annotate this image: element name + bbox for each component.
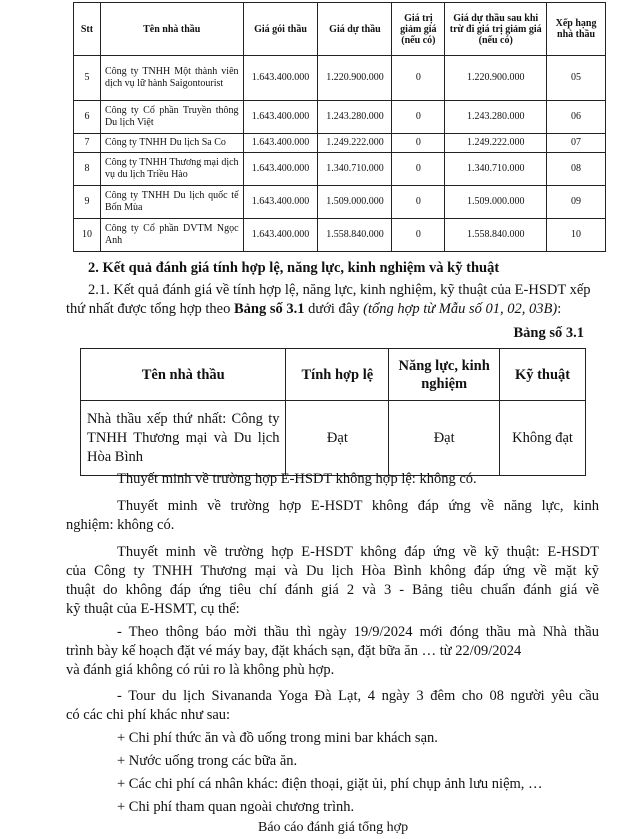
paragraph-2-1-text-c: : [557,301,562,317]
cell-validity: Đạt [286,401,389,476]
paragraph-2-1-line1 [88,281,598,300]
table-row [74,56,606,101]
bullet-item: + Chi phí tham quan ngoài chương trình. [117,799,355,815]
cell-bid-price: 1.243.280.000 [318,101,392,134]
col-header-validity: Tính hợp lệ [286,349,389,401]
table-header-row [81,349,586,401]
cell-bid-price: 1.340.710.000 [318,153,392,186]
cell-rank: 07 [547,134,606,153]
cell-name: Công ty TNHH Du lịch quốc tế Bốn Mùa [100,186,243,219]
bullet-item: + Các chi phí cá nhân khác: điện thoại, giặt ủi, phí chụp ảnh lưu niệm, … [117,776,543,792]
cell-price-after-discount: 1.220.900.000 [445,56,547,101]
cell-stt: 9 [74,186,101,219]
cell-rank: 09 [547,186,606,219]
col-header-name: Tên nhà thầu [100,3,243,56]
cell-package-price: 1.643.400.000 [243,101,318,134]
col-header-stt: Stt [74,3,101,56]
table-row [74,134,606,153]
cell-discount: 0 [392,186,445,219]
cell-bid-price: 1.249.222.000 [318,134,392,153]
table-row [74,219,606,252]
table-row [74,186,606,219]
cell-bid-price: 1.220.900.000 [318,56,392,101]
point-2-line1: - Tour du lịch Sivananda Yoga Đà Lạt, 4 ngày 3 đêm cho 08 người yêu cầu [117,688,599,704]
explanation-capability-line2: nghiệm: không có. [66,517,175,533]
col-header-package-price: Giá gói thầu [243,3,318,56]
explanation-invalid: Thuyết minh về trường hợp E-HSDT không hợp lệ: không có. [117,471,477,487]
cell-rank: 08 [547,153,606,186]
paragraph-2-1-text-b: dưới đây [304,301,364,317]
point-1-line1: - Theo thông báo mời thầu thì ngày 19/9/2024 mới đóng thầu mà Nhà thầu [117,624,599,640]
cell-discount: 0 [392,134,445,153]
page-footer: Báo cáo đánh giá tổng hợp [258,820,409,835]
cell-package-price: 1.643.400.000 [243,219,318,252]
cell-name: Công ty TNHH Thương mại dịch vụ du lịch Triều Hào [100,153,243,186]
point-1-line3: và đánh giá không có rủi ro là không phù hợp. [66,662,335,678]
cell-discount: 0 [392,101,445,134]
cell-stt: 5 [74,56,101,101]
source-note: (tổng hợp từ Mẫu số 01, 02, 03B) [363,301,558,317]
col-header-price-after-discount: Giá dự thầu sau khi trừ đi giá trị giảm giá (nếu có) [445,3,547,56]
cell-discount: 0 [392,219,445,252]
bullet-item: + Chi phí thức ăn và đồ uống trong mini bar khách sạn. [117,730,438,746]
cell-price-after-discount: 1.249.222.000 [445,134,547,153]
explanation-technical-line3: thuật do không đáp ứng tiêu chí đánh giá 2 và 3 - Bảng tiêu chuẩn đánh giá về [66,582,599,598]
col-header-name: Tên nhà thầu [81,349,286,401]
cell-rank: 05 [547,56,606,101]
section-heading: 2. Kết quả đánh giá tính hợp lệ, năng lực, kinh nghiệm và kỹ thuật [88,260,500,276]
cell-stt: 8 [74,153,101,186]
cell-name: Công ty Cổ phần Truyền thông Du lịch Việt [100,101,243,134]
cell-package-price: 1.643.400.000 [243,56,318,101]
table-row [74,153,606,186]
table-header-row [74,3,606,56]
col-header-rank: Xếp hạng nhà thầu [547,3,606,56]
col-header-technical: Kỹ thuật [500,349,586,401]
point-2-line2: có các chi phí khác như sau: [66,707,231,723]
table-row [74,101,606,134]
cell-discount: 0 [392,153,445,186]
paragraph-2-1-text: 2.1. Kết quả đánh giá về tính hợp lệ, năng lực, kinh nghiệm, kỹ thuật của E-HSDT xếp [88,282,591,298]
col-header-bid-price: Giá dự thầu [318,3,392,56]
cell-package-price: 1.643.400.000 [243,186,318,219]
cell-price-after-discount: 1.509.000.000 [445,186,547,219]
cell-rank: 06 [547,101,606,134]
col-header-discount: Giá trị giảm giá (nếu có) [392,3,445,56]
col-header-capability: Năng lực, kinh nghiệm [389,349,500,401]
cell-package-price: 1.643.400.000 [243,134,318,153]
cell-rank: 10 [547,219,606,252]
cell-price-after-discount: 1.558.840.000 [445,219,547,252]
cell-stt: 7 [74,134,101,153]
explanation-technical-line2: của Công ty TNHH Thương mại và Du lịch Hòa Bình không đáp ứng về mặt kỹ [66,563,599,579]
table-row [81,401,586,476]
cell-discount: 0 [392,56,445,101]
cell-bid-price: 1.509.000.000 [318,186,392,219]
bidders-table [73,2,606,252]
paragraph-2-1-text-a: thứ nhất được tổng hợp theo [66,301,234,317]
bullet-item: + Nước uống trong các bữa ăn. [117,753,298,769]
paragraph-2-1-line2 [66,300,561,319]
cell-name: Công ty TNHH Du lịch Sa Co [100,134,243,153]
cell-price-after-discount: 1.243.280.000 [445,101,547,134]
table-reference: Bảng số 3.1 [233,301,305,317]
explanation-technical-line1: Thuyết minh về trường hợp E-HSDT không đáp ứng về kỹ thuật: E-HSDT [117,544,599,560]
cell-capability: Đạt [389,401,500,476]
cell-price-after-discount: 1.340.710.000 [445,153,547,186]
cell-bid-price: 1.558.840.000 [318,219,392,252]
cell-name: Công ty TNHH Một thành viên dịch vụ lữ hành Saigontourist [100,56,243,101]
cell-name: Công ty Cổ phần DVTM Ngọc Anh [100,219,243,252]
cell-stt: 6 [74,101,101,134]
point-1-line2: trình bày kế hoạch đặt vé máy bay, đặt khách sạn, đặt bữa ăn … từ 22/09/2024 [66,643,522,659]
table-caption: Bảng số 3.1 [513,325,584,341]
cell-stt: 10 [74,219,101,252]
explanation-technical-line4: kỹ thuật của E-HSMT, cụ thể: [66,601,240,617]
cell-name: Nhà thầu xếp thứ nhất: Công ty TNHH Thương mại và Du lịch Hòa Bình [81,401,286,476]
cell-package-price: 1.643.400.000 [243,153,318,186]
explanation-capability-line1: Thuyết minh về trường hợp E-HSDT không đáp ứng về năng lực, kinh [117,498,599,514]
cell-technical: Không đạt [500,401,586,476]
evaluation-table [80,348,586,476]
